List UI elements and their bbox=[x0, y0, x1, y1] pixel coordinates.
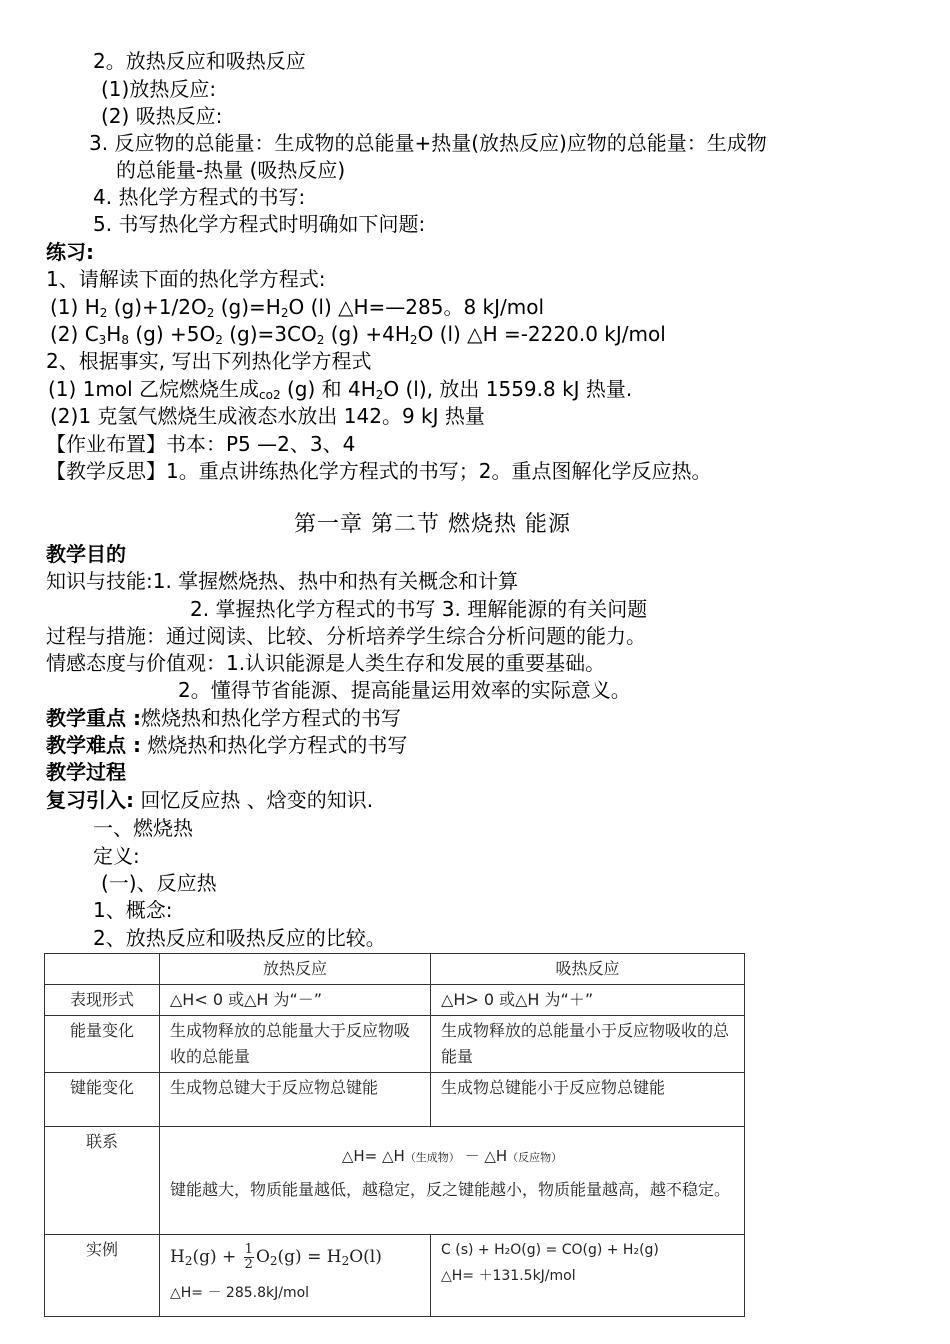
question-2-part-2: (2)1 克氢气燃烧生成液态水放出 142。9 kJ 热量 bbox=[50, 404, 485, 428]
row-label-energy: 能量变化 bbox=[45, 1016, 160, 1073]
endo-item: (2) 吸热反应: bbox=[101, 104, 223, 128]
goal-knowledge-cont: 2. 掌握热化学方程式的书写 3. 理解能源的有关问题 bbox=[190, 597, 648, 621]
definition-label: 定义: bbox=[93, 844, 140, 868]
reflection: 【教学反思】1。重点讲练热化学方程式的书写；2。重点图解化学反应热。 bbox=[46, 459, 712, 483]
goal-attitude-cont: 2。懂得节省能源、提高能量运用效率的实际意义。 bbox=[178, 678, 631, 702]
cell-energy-endo: 生成物释放的总能量小于反应物吸收的总能量 bbox=[431, 1016, 745, 1073]
question-2: 2、根据事实, 写出下列热化学方程式 bbox=[46, 349, 372, 373]
goal-process: 过程与措施：通过阅读、比较、分析培养学生综合分析问题的能力。 bbox=[46, 624, 646, 648]
writing-notes-item: 5. 书写热化学方程式时明确如下问题: bbox=[93, 212, 426, 236]
example-endo-equation: C (s) + H₂O(g) = CO(g) + H₂(g) bbox=[441, 1242, 659, 1258]
homework: 【作业布置】书本：P5 —2、3、4 bbox=[46, 432, 356, 456]
energy-statement: 3. 反应物的总能量：生成物的总能量+热量(放热反应)应物的总能量：生成物 bbox=[89, 131, 767, 155]
exo-item: (1)放热反应: bbox=[101, 77, 217, 101]
equation-2: (2) $C_3H_8$ $(g) +5O_2$ $(g)=3CO_2$ $(g) +4H_2O$ (l) △H =-2220.0 kJ/mol bbox=[50, 322, 666, 347]
goal-attitude: 情感态度与价值观：1.认识能源是人类生存和发展的重要基础。 bbox=[46, 651, 606, 675]
row-label-bond: 键能变化 bbox=[45, 1073, 160, 1127]
cell-form-exo: △H< 0 或△H 为“－” bbox=[160, 985, 431, 1016]
cell-form-endo: △H> 0 或△H 为“＋” bbox=[431, 985, 745, 1016]
cell-bond-endo: 生成物总键能小于反应物总键能 bbox=[431, 1073, 745, 1127]
fraction-half: $\frac{1}{2}$ bbox=[244, 1242, 253, 1272]
practice-heading: 练习: bbox=[46, 240, 94, 264]
review-intro: 复习引入: 回忆反应热 、焓变的知识. bbox=[46, 788, 374, 812]
key-point: 教学重点 :燃烧热和热化学方程式的书写 bbox=[46, 706, 401, 730]
process-heading: 教学过程 bbox=[46, 760, 126, 784]
question-1: 1、请解读下面的热化学方程式: bbox=[46, 267, 326, 291]
cell-example-endo bbox=[431, 1235, 745, 1317]
concept-label: 1、概念: bbox=[93, 898, 173, 922]
energy-statement-cont: 的总能量-热量 (吸热反应) bbox=[116, 158, 346, 182]
row-label-example: 实例 bbox=[45, 1235, 160, 1317]
difficult-point: 教学难点 : 燃烧热和热化学方程式的书写 bbox=[46, 733, 408, 757]
comparison-heading: 2、放热反应和吸热反应的比较。 bbox=[93, 926, 386, 950]
header-endothermic: 吸热反应 bbox=[431, 954, 745, 985]
cell-relation bbox=[160, 1127, 745, 1235]
thermo-equation-item: 4. 热化学方程式的书写: bbox=[93, 185, 306, 209]
cell-bond-exo: 生成物总键大于反应物总键能 bbox=[160, 1073, 431, 1127]
cell-example-exo bbox=[160, 1235, 431, 1317]
table-row bbox=[45, 1235, 745, 1317]
example-exo-equation: $H_2(g)$ + $\frac{1}{2}$ $O_2(g) = H_2O(l)$ bbox=[170, 1242, 382, 1272]
table-row bbox=[45, 954, 745, 985]
equation-1: (1) $H_2$ $(g)+1/2O_2$ $(g)=H_2O$ (l) △H=—285。8 kJ/mol bbox=[50, 295, 545, 320]
section-combustion-heat: 一、燃烧热 bbox=[93, 816, 193, 840]
example-exo-dh: △H= － 285.8kJ/mol bbox=[170, 1285, 310, 1301]
cell-energy-exo: 生成物释放的总能量大于反应物吸收的总能量 bbox=[160, 1016, 431, 1073]
chapter-title: 第一章 第二节 燃烧热 能源 bbox=[294, 512, 571, 537]
table-corner bbox=[45, 954, 160, 985]
row-label-form: 表现形式 bbox=[45, 985, 160, 1016]
relation-formula: △H= △H（生成物） － △H（反应物） bbox=[341, 1147, 563, 1165]
reaction-heat-heading: (一)、反应热 bbox=[101, 871, 217, 895]
relation-text: 键能越大，物质能量越低，越稳定，反之键能越小，物质能量越高，越不稳定。 bbox=[170, 1180, 731, 1199]
goal-heading: 教学目的 bbox=[46, 542, 126, 566]
comparison-table bbox=[44, 953, 745, 1317]
row-label-relation: 联系 bbox=[45, 1127, 160, 1235]
table-row bbox=[45, 985, 745, 1016]
heading-exo-endo: 2。放热反应和吸热反应 bbox=[93, 49, 306, 73]
goal-knowledge: 知识与技能:1. 掌握燃烧热、热中和热有关概念和计算 bbox=[46, 569, 519, 593]
table-row bbox=[45, 1127, 745, 1235]
header-exothermic: 放热反应 bbox=[160, 954, 431, 985]
table-row bbox=[45, 1016, 745, 1073]
example-endo-dh: △H= ＋131.5kJ/mol bbox=[441, 1268, 576, 1284]
table-row bbox=[45, 1073, 745, 1127]
question-2-part-1: (1) 1mol 乙烷燃烧生成$_{co2}$ (g) 和 $4H_2O$ (l), 放出 1559.8 kJ 热量. bbox=[48, 377, 633, 402]
